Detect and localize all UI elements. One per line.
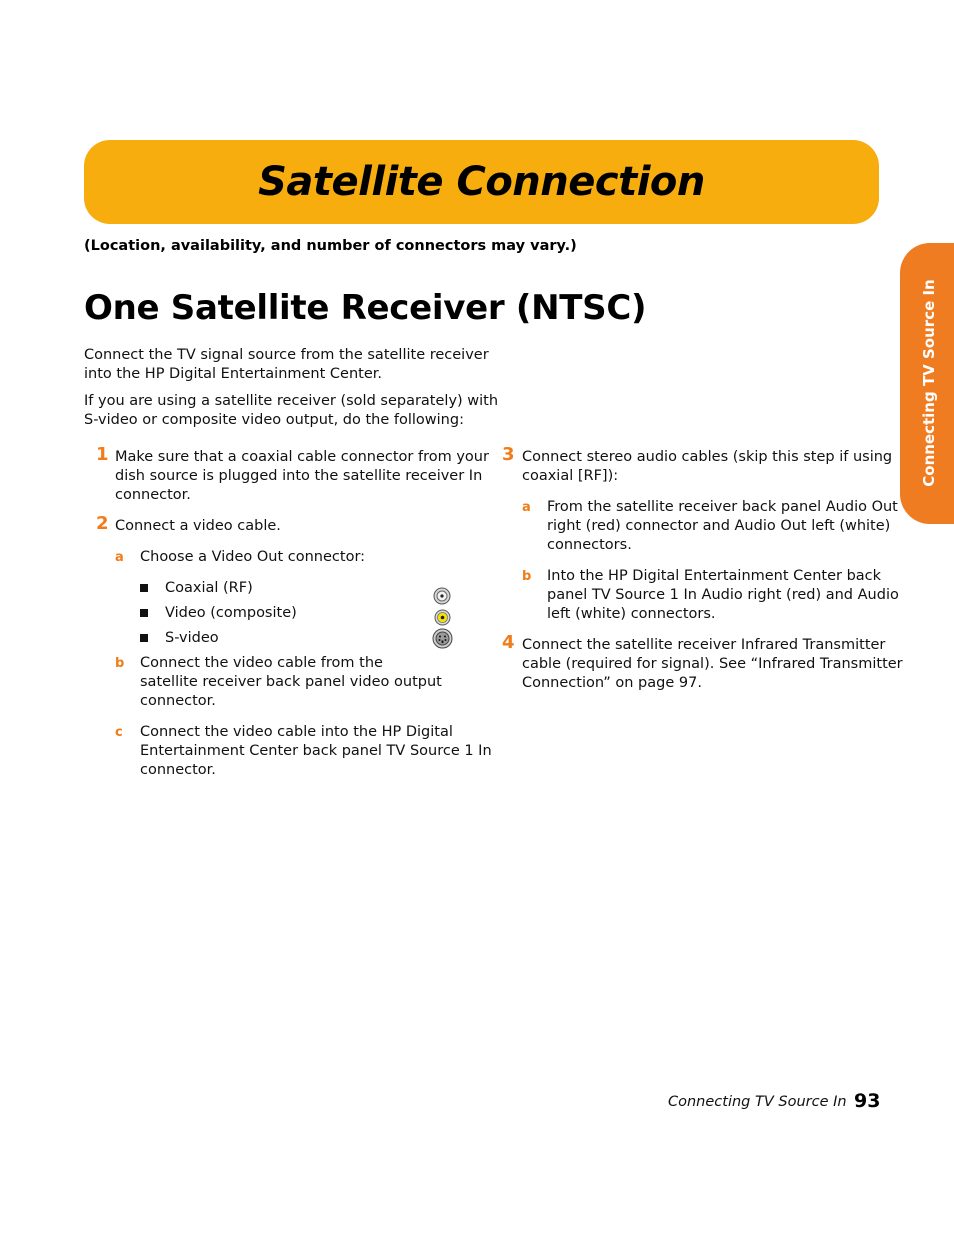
step-3a-letter: a <box>522 500 531 515</box>
step-1-text: Make sure that a coaxial cable connector from your dish source is plugged into the satellite receiver In connector. <box>115 449 489 503</box>
step-4-number: 4 <box>502 632 515 653</box>
title-banner <box>84 140 879 224</box>
step-3b-letter: b <box>522 569 532 584</box>
bullet-composite: Video (composite) <box>165 605 297 621</box>
step-2a-text: Choose a Video Out connector: <box>140 549 366 565</box>
page-number: 93 <box>854 1090 881 1112</box>
step-2b-text: Connect the video cable from the satellite receiver back panel video output connector. <box>140 655 442 709</box>
step-4-text: Connect the satellite receiver Infrared Transmitter cable (required for signal). See “Infrared Transmitter Connection” on page 97. <box>522 637 903 691</box>
footer-chapter-label: Connecting TV Source In <box>668 1094 847 1110</box>
bullet-coaxial: Coaxial (RF) <box>165 580 253 596</box>
bullet-square <box>140 634 148 642</box>
step-3-number: 3 <box>502 444 515 465</box>
step-3-text: Connect stereo audio cables (skip this step if using coaxial [RF]): <box>522 449 893 484</box>
svideo-connector-icon <box>432 628 453 649</box>
step-1-number: 1 <box>96 444 109 465</box>
bullet-svideo: S-video <box>165 630 219 646</box>
section-heading: One Satellite Receiver (NTSC) <box>84 288 647 328</box>
step-3b-text: Into the HP Digital Entertainment Center back panel TV Source 1 In Audio right (red) and Audio left (white) connectors. <box>547 568 899 622</box>
bullet-square <box>140 609 148 617</box>
availability-note: (Location, availability, and number of connectors may vary.) <box>84 238 577 254</box>
step-2c-text: Connect the video cable into the HP Digital Entertainment Center back panel TV Source 1 In connector. <box>140 724 492 778</box>
intro-paragraph-1: Connect the TV signal source from the satellite receiver into the HP Digital Entertainment Center. <box>84 347 489 382</box>
step-2-number: 2 <box>96 513 109 534</box>
step-2-text: Connect a video cable. <box>115 518 281 534</box>
step-3a-text: From the satellite receiver back panel Audio Out right (red) connector and Audio Out left (white) connectors. <box>547 499 898 553</box>
page-title: Satellite Connection <box>258 159 705 205</box>
coaxial-connector-icon <box>433 587 451 605</box>
composite-connector-icon <box>434 609 451 626</box>
chapter-side-tab-label: Connecting TV Source In <box>920 279 938 487</box>
bullet-square <box>140 584 148 592</box>
step-2a-letter: a <box>115 550 124 565</box>
step-2b-letter: b <box>115 656 125 671</box>
intro-paragraph-2: If you are using a satellite receiver (sold separately) with S-video or composite video output, do the following: <box>84 393 499 428</box>
step-2c-letter: c <box>115 725 123 740</box>
